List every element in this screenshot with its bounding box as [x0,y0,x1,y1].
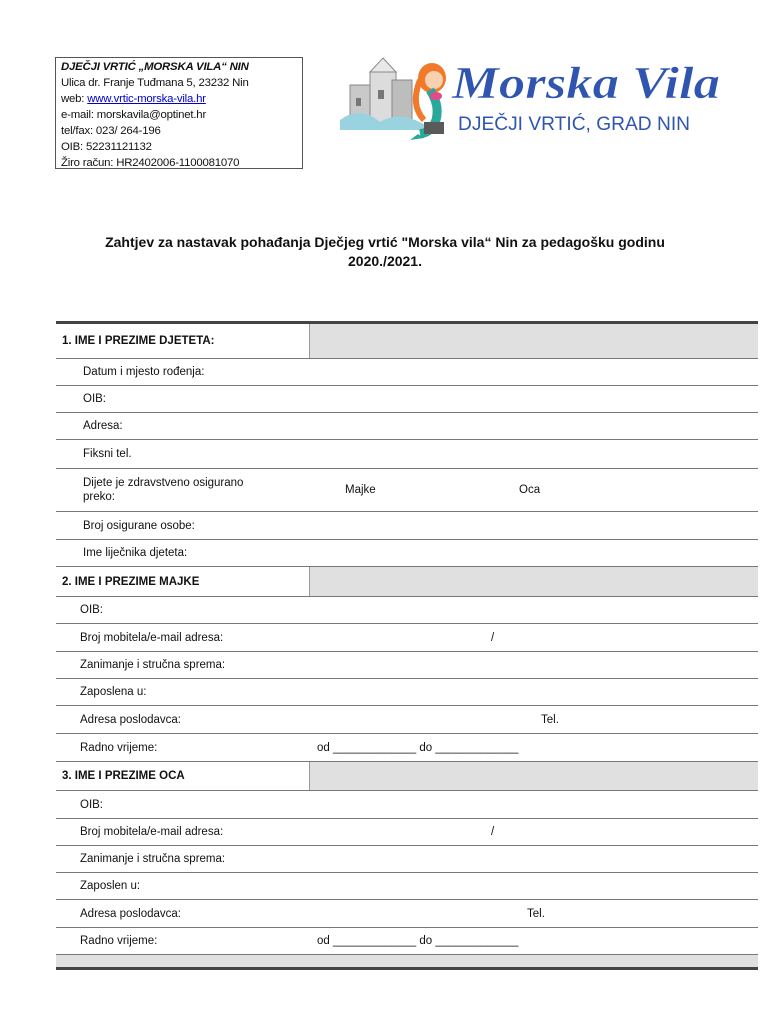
row-child-insured [56,469,758,512]
section-child-heading: 1. IME I PREZIME DJETETA: [56,323,309,359]
row-child-insured-person [56,512,758,540]
school-name: DJEČJI VRTIĆ „MORSKA VILA“ NIN [61,61,249,73]
school-email: e-mail: morskavila@optinet.hr [61,109,207,121]
field-mother-occupation[interactable] [309,652,758,679]
label-father-employed: Zaposlen u: [56,873,309,900]
logo-main-text: Morska Vila [450,57,720,108]
field-child-insured [309,469,758,512]
field-child-oib[interactable] [309,386,758,413]
row-child-phone [56,440,758,469]
castle-icon [340,58,425,130]
option-mother[interactable]: Majke [345,484,376,496]
field-mother-hours[interactable]: od _____________ do _____________ [309,734,758,762]
label-father-oib: OIB: [56,791,309,819]
label-child-address: Adresa: [56,413,309,440]
row-mother-oib [56,597,758,624]
row-father-employed [56,873,758,900]
form-end-left [56,955,309,969]
row-mother-mobile [56,624,758,652]
field-child-doctor[interactable] [309,540,758,567]
father-name-field[interactable] [309,762,758,791]
section-child-header [56,323,758,359]
row-father-oib [56,791,758,819]
label-father-mobile: Broj mobitela/e-mail adresa: [56,819,309,846]
label-insured-person: Broj osigurane osobe: [56,512,309,540]
field-mother-employer-address[interactable] [309,706,758,734]
field-father-oib[interactable] [309,791,758,819]
row-mother-employer-address [56,706,758,734]
row-father-hours [56,928,758,955]
label-father-hours: Radno vrijeme: [56,928,309,955]
row-child-address [56,413,758,440]
kindergarten-info-box [55,57,303,169]
label-child-doctor: Ime liječnika djeteta: [56,540,309,567]
row-mother-employed [56,679,758,706]
field-father-employer-address[interactable] [309,900,758,928]
form-title [60,233,710,271]
child-name-field[interactable] [309,323,758,359]
school-account: Žiro račun: HR2402006-1100081070 [61,157,240,169]
row-child-doctor [56,540,758,567]
section-father-header [56,762,758,791]
label-child-birth: Datum i mjesto rođenja: [56,359,309,386]
field-father-mobile[interactable] [309,819,758,846]
father-tel-label: Tel. [527,907,545,920]
row-father-occupation [56,846,758,873]
field-insured-person[interactable] [309,512,758,540]
label-mother-employer-address: Adresa poslodavca: [56,706,309,734]
form-title-line1: Zahtjev za nastavak pohađanja Dječjeg vrtić "Morska vila“ Nin za pedagošku godinu [105,234,665,250]
field-child-birth[interactable] [309,359,758,386]
form-title-line2: 2020./2021. [348,253,422,269]
label-child-insured: Dijete je zdravstveno osigurano preko: [56,469,309,512]
row-father-employer-address [56,900,758,928]
field-mother-oib[interactable] [309,597,758,624]
section-mother-header [56,567,758,597]
father-mobile-slash: / [491,826,495,838]
row-child-oib [56,386,758,413]
morska-vila-logo [340,50,730,145]
row-father-mobile [56,819,758,846]
label-mother-oib: OIB: [56,597,309,624]
label-mother-mobile: Broj mobitela/e-mail adresa: [56,624,309,652]
section-mother-heading: 2. IME I PREZIME MAJKE [56,567,309,597]
school-telfax: tel/fax: 023/ 264-196 [61,125,161,137]
row-mother-hours [56,734,758,762]
field-father-occupation[interactable] [309,846,758,873]
option-father[interactable]: Oca [519,484,541,496]
label-mother-occupation: Zanimanje i stručna sprema: [56,652,309,679]
field-child-phone[interactable] [309,440,758,469]
field-father-hours[interactable]: od _____________ do _____________ [309,928,758,955]
label-child-oib: OIB: [56,386,309,413]
mother-tel-label: Tel. [541,713,559,726]
field-mother-employed[interactable] [309,679,758,706]
school-web [61,91,302,107]
field-child-address[interactable] [309,413,758,440]
field-mother-mobile[interactable] [309,624,758,652]
form-end-row [56,955,758,969]
label-child-phone: Fiksni tel. [56,440,309,469]
application-form-table [56,321,758,970]
logo-sub-text: DJEČJI VRTIĆ, GRAD NIN [458,114,688,135]
mother-name-field[interactable] [309,567,758,597]
section-father-heading: 3. IME I PREZIME OCA [56,762,309,791]
web-link[interactable]: www.vrtic-morska-vila.hr [87,93,206,105]
web-label: web: [61,93,88,105]
school-address: Ulica dr. Franje Tuđmana 5, 23232 Nin [61,77,249,89]
mother-mobile-slash: / [491,631,495,644]
label-mother-hours: Radno vrijeme: [56,734,309,762]
label-father-employer-address: Adresa poslodavca: [56,900,309,928]
row-child-birth [56,359,758,386]
label-mother-employed: Zaposlena u: [56,679,309,706]
field-father-employed[interactable] [309,873,758,900]
school-oib: OIB: 52231121132 [61,141,152,153]
form-end-right [309,955,758,969]
row-mother-occupation [56,652,758,679]
label-father-occupation: Zanimanje i stručna sprema: [56,846,309,873]
